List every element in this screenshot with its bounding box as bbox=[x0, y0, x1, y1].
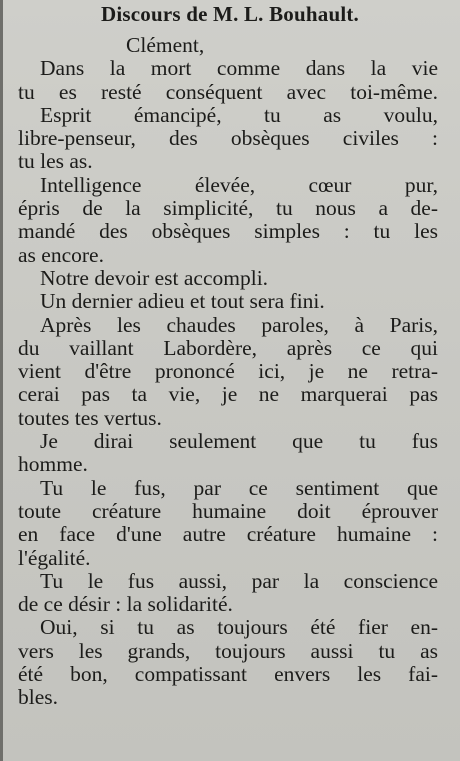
text-line: de ce désir : la solidarité. bbox=[18, 592, 233, 617]
text-line: du vaillant Labordère, après ce qui bbox=[18, 335, 438, 360]
text-line: Un dernier adieu et tout sera fini. bbox=[40, 289, 325, 314]
text-line: Notre devoir est accompli. bbox=[40, 265, 269, 290]
text-line: homme. bbox=[18, 452, 88, 477]
text-line: Esprit émancipé, tu as voulu, bbox=[40, 102, 438, 127]
text-line: Oui, si tu as toujours été fier en- bbox=[40, 615, 438, 640]
text-line: Dans la mort comme dans la vie bbox=[40, 56, 438, 81]
text-line: cerai pas ta vie, je ne marquerai pas bbox=[18, 382, 438, 407]
text-line: Après les chaudes paroles, à Paris, bbox=[40, 312, 438, 337]
article-title: Discours de M. L. Bouhault. bbox=[100, 2, 359, 26]
text-line: l'égalité. bbox=[18, 545, 91, 570]
text-line: Intelligence élevée, cœur pur, bbox=[40, 172, 438, 197]
text-line: Tu le fus aussi, par la conscience bbox=[40, 568, 438, 593]
text-line: as encore. bbox=[18, 242, 104, 267]
text-line: bles. bbox=[18, 685, 59, 710]
text-lines bbox=[18, 57, 438, 709]
text-line: tu es resté conséquent avec toi-même. bbox=[18, 79, 438, 104]
text-line: épris de la simplicité, tu nous a de- bbox=[18, 196, 438, 221]
column-rule bbox=[0, 0, 3, 761]
text-line: toutes tes vertus. bbox=[18, 405, 162, 430]
text-line: vient d'être prononcé ici, je ne retra- bbox=[18, 359, 438, 384]
text-line: libre-penseur, des obsèques civiles : bbox=[18, 126, 438, 151]
text-line: été bon, compatissant envers les fai- bbox=[18, 662, 438, 687]
article-body bbox=[18, 34, 438, 710]
text-line: Je dirai seulement que tu fus bbox=[40, 429, 438, 454]
text-line: Tu le fus, par ce sentiment que bbox=[40, 475, 438, 500]
text-line: tu les as. bbox=[18, 149, 93, 174]
text-line: en face d'une autre créature humaine : bbox=[18, 522, 438, 547]
text-line: vers les grands, toujours aussi tu as bbox=[18, 638, 438, 663]
text-line: toute créature humaine doit éprouver bbox=[18, 498, 438, 523]
text-line: mandé des obsèques simples : tu les bbox=[18, 219, 438, 244]
salutation: Clément, bbox=[126, 33, 205, 57]
